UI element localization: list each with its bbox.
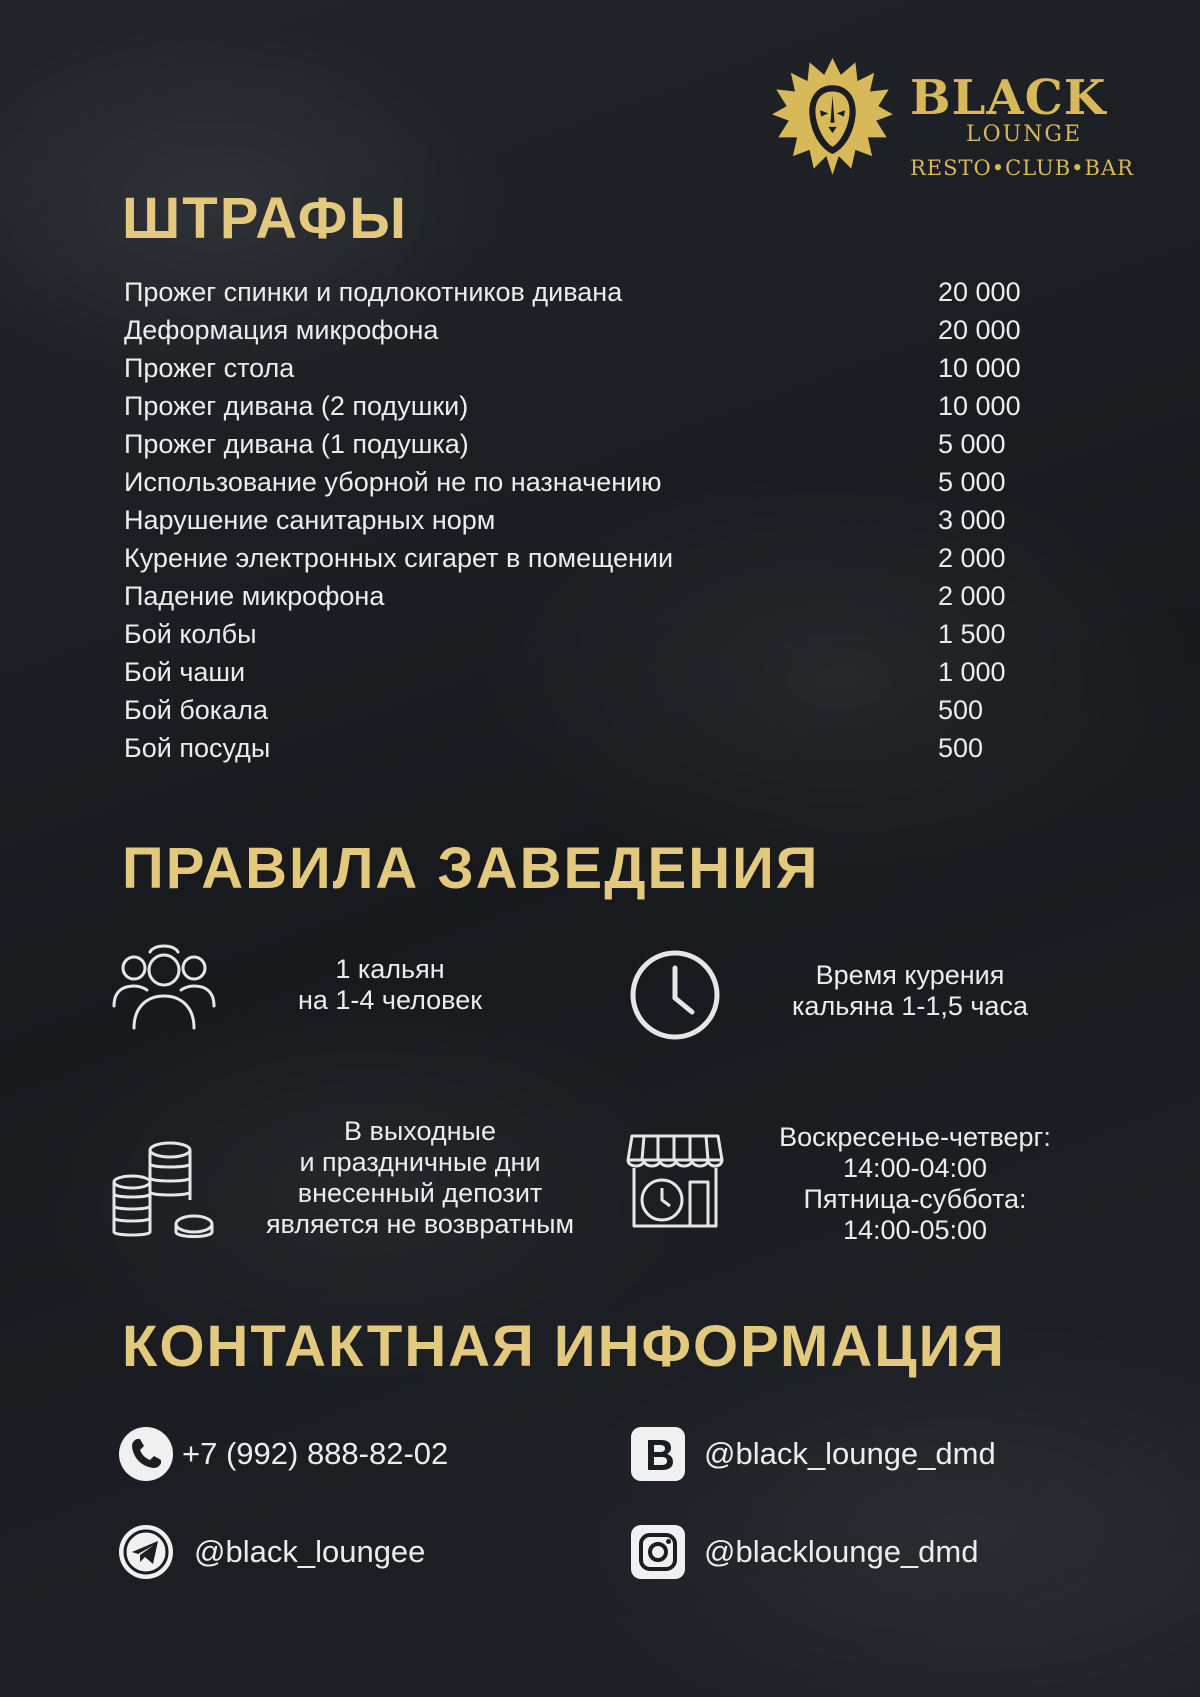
fine-name: Нарушение санитарных норм [124,505,496,535]
fine-price: 10 000 [938,353,1021,383]
fine-name: Деформация микрофона [124,315,439,345]
fine-name: Бой колбы [124,619,257,649]
fine-row [124,387,1044,425]
rule-line: Время курения [815,960,1005,990]
contact-vk-text: @black_lounge_dmd [704,1436,996,1471]
contact-instagram-text: @blacklounge_dmd [704,1534,979,1569]
fine-name: Использование уборной не по назначению [124,467,662,497]
contacts-title: КОНТАКТНАЯ ИНФОРМАЦИЯ [122,1314,1006,1379]
fine-name: Прожег дивана (2 подушки) [124,391,469,421]
fine-name: Прожег стола [124,353,295,383]
fine-name: Бой бокала [124,695,268,725]
phone-icon [118,1426,174,1482]
rule-opening-hours [750,1122,1080,1246]
fine-row [124,539,1044,577]
fine-name: Бой посуды [124,733,271,763]
fine-name: Падение микрофона [124,581,385,611]
rule-line: и праздничные дни [299,1147,541,1177]
brand-name-bottom: LOUNGE [966,122,1083,147]
fine-name: Прожег спинки и подлокотников дивана [124,277,623,307]
fine-price: 20 000 [938,315,1021,345]
fine-price: 20 000 [938,277,1021,307]
fines-list [124,273,1044,767]
brand-logo [770,54,1150,184]
coins-stack-icon [112,1140,216,1240]
rule-line: 14:00-05:00 [842,1215,988,1245]
rule-line: внесенный депозит [297,1178,543,1208]
fine-row [124,729,1044,767]
fine-price: 1 500 [938,619,1006,649]
rule-line: Пятница-суббота: [803,1184,1027,1214]
vk-icon [630,1426,686,1482]
fine-price: 500 [938,733,984,763]
rule-line: 1 кальян [335,954,445,984]
fine-row [124,501,1044,539]
fine-price: 2 000 [938,543,1006,573]
fine-name: Бой чаши [124,657,246,687]
rule-deposit [240,1116,600,1240]
fine-name: Курение электронных сигарет в помещении [124,543,674,573]
contact-telegram-text: @black_loungee [194,1534,426,1569]
rule-line: на 1-4 человек [297,985,483,1015]
brand-name-top: BLACK [910,70,1107,126]
fine-row [124,615,1044,653]
rule-hookah-per-people [240,954,540,1016]
fine-name: Прожег дивана (1 подушка) [124,429,469,459]
rule-line: В выходные [344,1116,496,1146]
fine-row [124,691,1044,729]
fines-title: ШТРАФЫ [122,186,409,251]
store-hours-icon [626,1132,724,1230]
instagram-icon [630,1524,686,1580]
rule-smoking-time [760,960,1060,1022]
rule-line: кальяна 1-1,5 часа [792,991,1028,1021]
fine-price: 3 000 [938,505,1006,535]
fine-row [124,273,1044,311]
telegram-icon [118,1524,174,1580]
fine-row [124,425,1044,463]
fine-price: 2 000 [938,581,1006,611]
brand-tagline: RESTO•CLUB•BAR [910,156,1134,180]
fine-price: 500 [938,695,984,725]
people-group-icon [112,940,216,1030]
fine-price: 1 000 [938,657,1006,687]
fine-row [124,653,1044,691]
rule-line: является не возвратным [265,1209,575,1239]
rule-line: Воскресенье-четверг: [779,1122,1051,1152]
fine-row [124,577,1044,615]
rule-line: 14:00-04:00 [842,1153,988,1183]
fine-row [124,311,1044,349]
rules-title: ПРАВИЛА ЗАВЕДЕНИЯ [122,836,820,901]
fine-row [124,463,1044,501]
fine-price: 5 000 [938,429,1006,459]
fine-price: 5 000 [938,467,1006,497]
contact-phone-text: +7 (992) 888-82-02 [182,1436,449,1471]
lion-head-icon [770,54,895,179]
fine-price: 10 000 [938,391,1021,421]
clock-icon [628,948,722,1042]
fine-row [124,349,1044,387]
